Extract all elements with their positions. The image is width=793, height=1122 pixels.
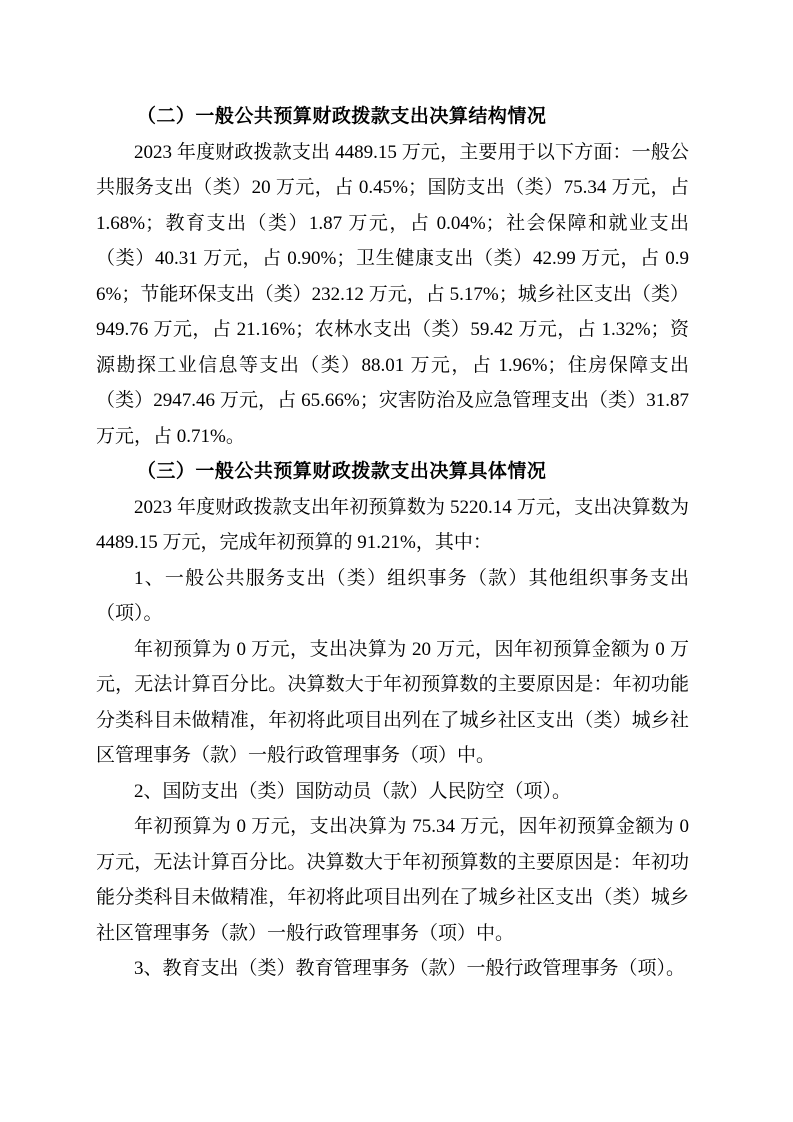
paragraph-item-2-title: 2、国防支出（类）国防动员（款）人民防空（项）。	[134, 780, 572, 802]
paragraph-item-3-title: 3、教育支出（类）教育管理事务（款）一般行政管理事务（项）。	[134, 958, 686, 979]
paragraph-item-2-detail: 年初预算为 0 万元，支出决算为 75.34 万元，因年初预算金额为 0 万元，无法计算百分比。决算数大于年初预算数的主要原因是：年初功能分类科目未做精准，年初将此项目出列在了城乡社区支出（类）城乡社区管理事务（款）一般行政管理事务（项）中。	[96, 816, 689, 944]
paragraph-item-1-detail: 年初预算为 0 万元，支出决算为 20 万元，因年初预算金额为 0 万元，无法计算百分比。决算数大于年初预算数的主要原因是：年初功能分类科目未做精准，年初将此项目出列在了城乡社区支出（类）城乡社区管理事务（款）一般行政管理事务（项）中。	[96, 638, 689, 766]
section-heading-expenditure-structure: （二）一般公共预算财政拨款支出决算结构情况	[136, 106, 547, 127]
section-heading-expenditure-details: （三）一般公共预算财政拨款支出决算具体情况	[136, 461, 547, 482]
document-content	[96, 99, 689, 987]
paragraph-expenditure-structure: 2023 年度财政拨款支出 4489.15 万元，主要用于以下方面：一般公共服务支出（类）20 万元，占 0.45%；国防支出（类）75.34 万元，占 1.68%；教育支出（类）1.87 万元，占 0.04%；社会保障和就业支出（类）40.31 万元，占 0.90%；卫生健康支出（类）42.99 万元，占 0.96%；节能环保支出（类）232.12 万元，占 5.17%；城乡社区支出（类）949.76 万元，占 21.16%；农林水支出（类）59.42 万元，占 1.32%；资源勘探工业信息等支出（类）88.01 万元，占 1.96%；住房保障支出（类）2947.46 万元，占 65.66%；灾害防治及应急管理支出（类）31.87 万元，占 0.71%。	[96, 141, 689, 447]
paragraph-budget-summary: 2023 年度财政拨款支出年初预算数为 5220.14 万元，支出决算数为 4489.15 万元，完成年初预算的 91.21%，其中：	[96, 496, 689, 553]
paragraph-item-1-title: 1、一般公共服务支出（类）组织事务（款）其他组织事务支出（项）。	[96, 567, 689, 624]
